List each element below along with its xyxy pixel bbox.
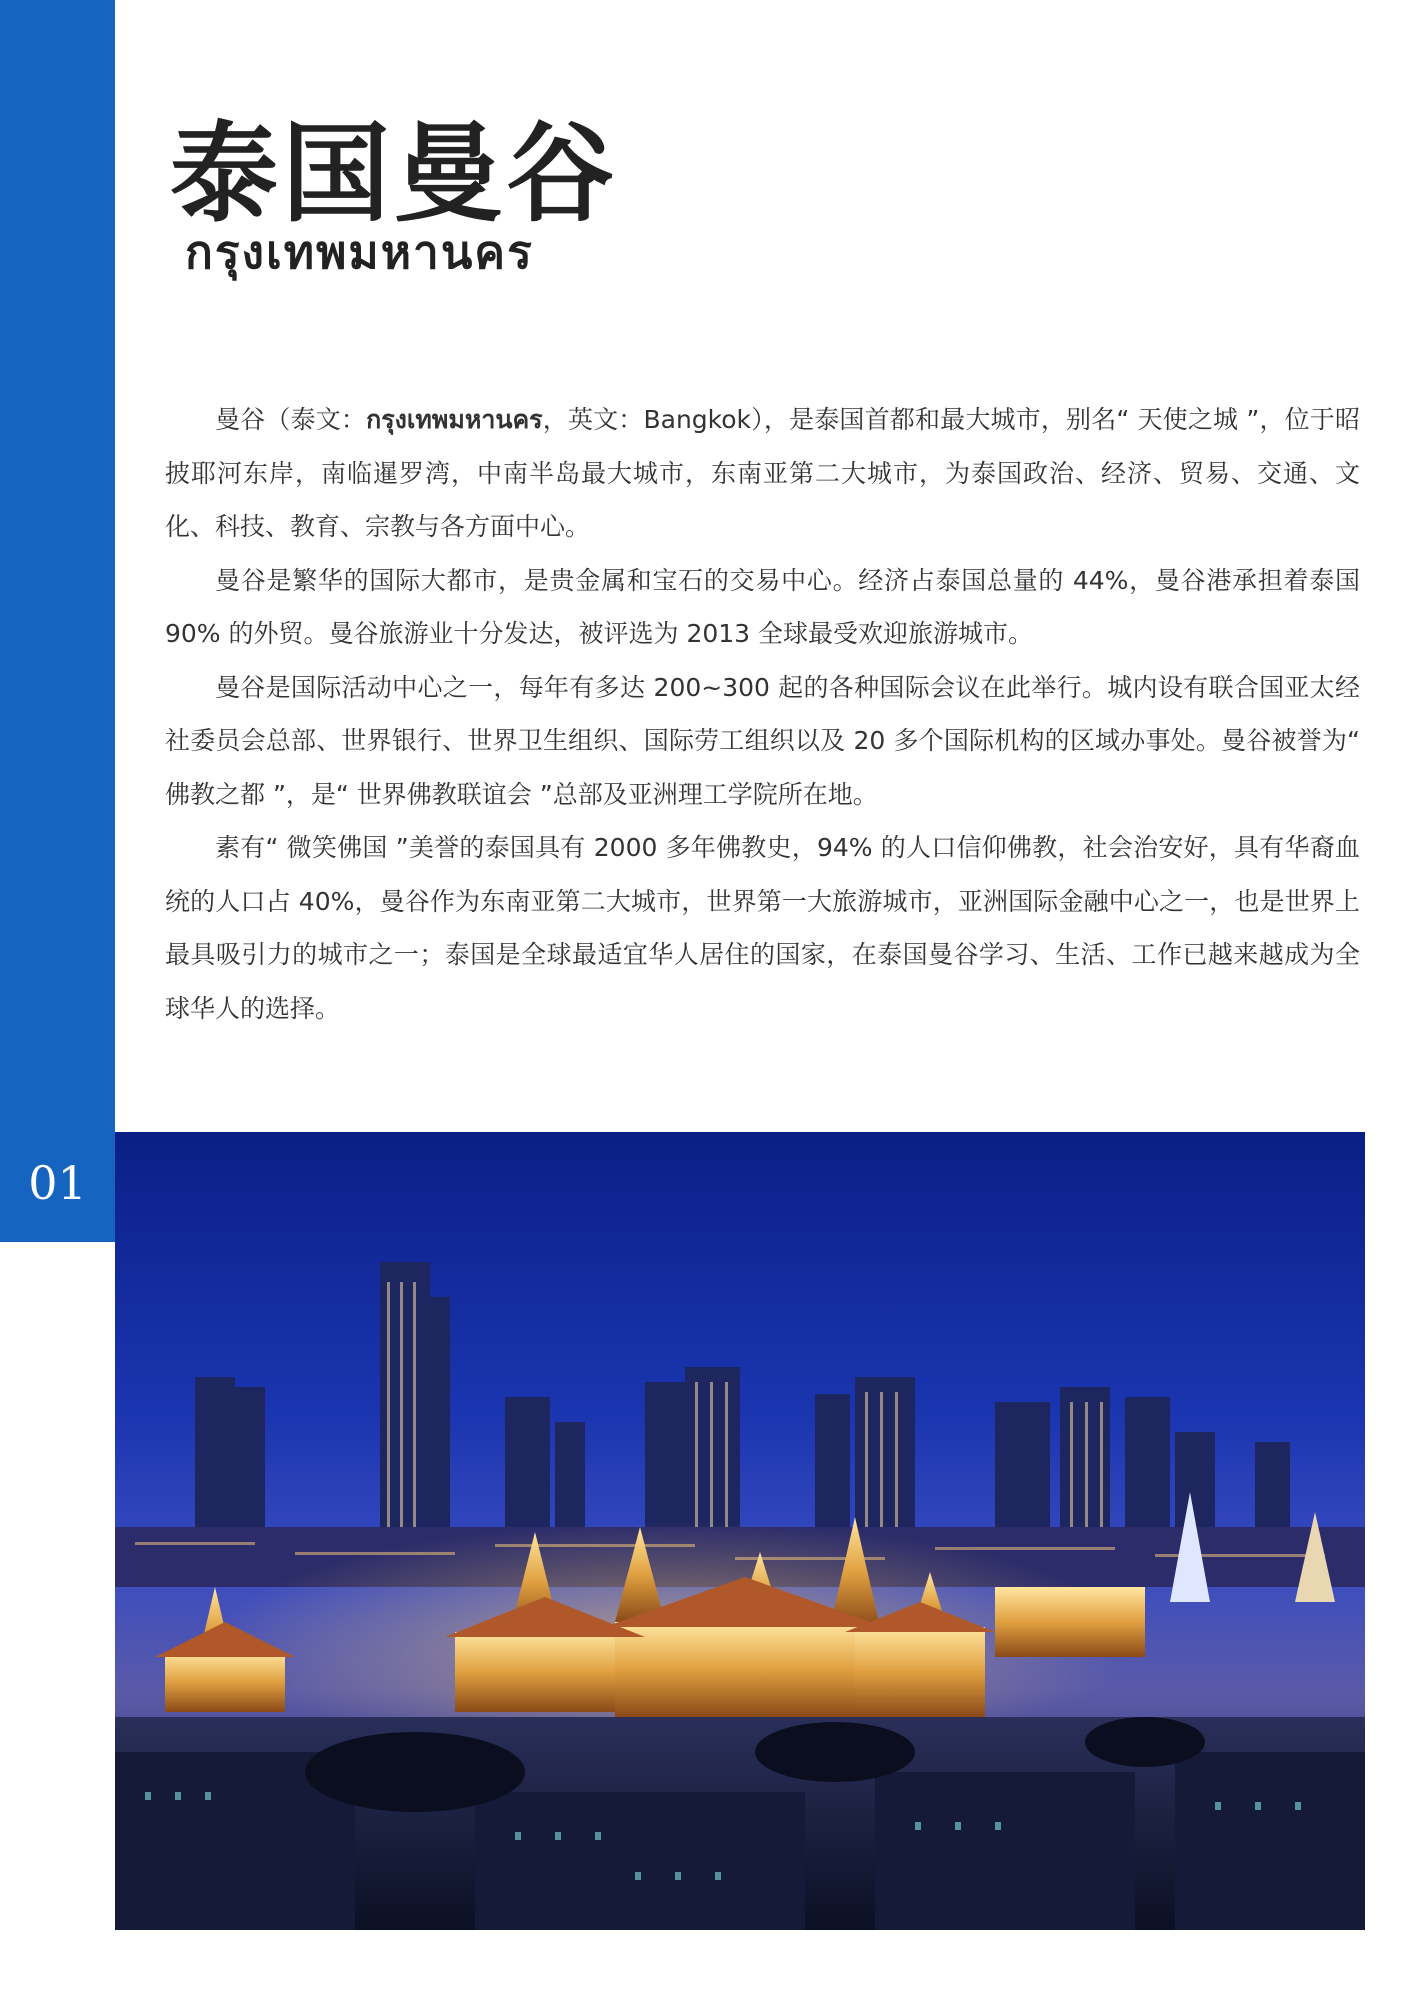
page-title: 泰国曼谷 <box>170 111 619 237</box>
paragraph-economy: 曼谷是繁华的国际大都市，是贵金属和宝石的交易中心。经济占泰国总量的 44%，曼谷港承担着泰国 90% 的外贸。曼谷旅游业十分发达，被评选为 2013 全球最受欢迎旅游城市。 <box>165 565 1360 648</box>
intro-text-after: ，英文：Bangkok），是泰国首都和最大城市，别名“ 天使之城 ”，位于昭披耶河东岸，南临暹罗湾，中南半岛最大城市，东南亚第二大城市，为泰国政治、经济、贸易、交通、文化、科技、教育、宗教与各方面中心。 <box>165 405 1360 541</box>
intro-text-before: 曼谷（泰文： <box>215 405 367 434</box>
bangkok-night-skyline-photo <box>115 1132 1365 1930</box>
article-body <box>165 393 1360 1035</box>
paragraph-intro <box>165 393 1360 554</box>
thai-subtitle: กรุงเทพมหานคร <box>185 225 534 279</box>
page-number: 01 <box>28 1156 87 1210</box>
paragraph-buddhism: 素有“ 微笑佛国 ”美誉的泰国具有 2000 多年佛教史，94% 的人口信仰佛教，社会治安好，具有华裔血统的人口占 40%，曼谷作为东南亚第二大城市，世界第一大旅游城市，亚洲国际金融中心之一，也是世界上最具吸引力的城市之一；泰国是全球最适宜华人居住的国家，在泰国曼谷学习、生活、工作已越来越成为全球华人的选择。 <box>165 833 1360 1023</box>
intro-thai-name: กรุงเทพมหานคร <box>366 405 543 434</box>
paragraph-international: 曼谷是国际活动中心之一，每年有多达 200~300 起的各种国际会议在此举行。城内设有联合国亚太经社委员会总部、世界银行、世界卫生组织、国际劳工组织以及 20 多个国际机构的区域办事处。曼谷被誉为“ 佛教之都 ”，是“ 世界佛教联谊会 ”总部及亚洲理工学院所在地。 <box>165 672 1360 809</box>
side-accent-bar <box>0 0 115 1242</box>
